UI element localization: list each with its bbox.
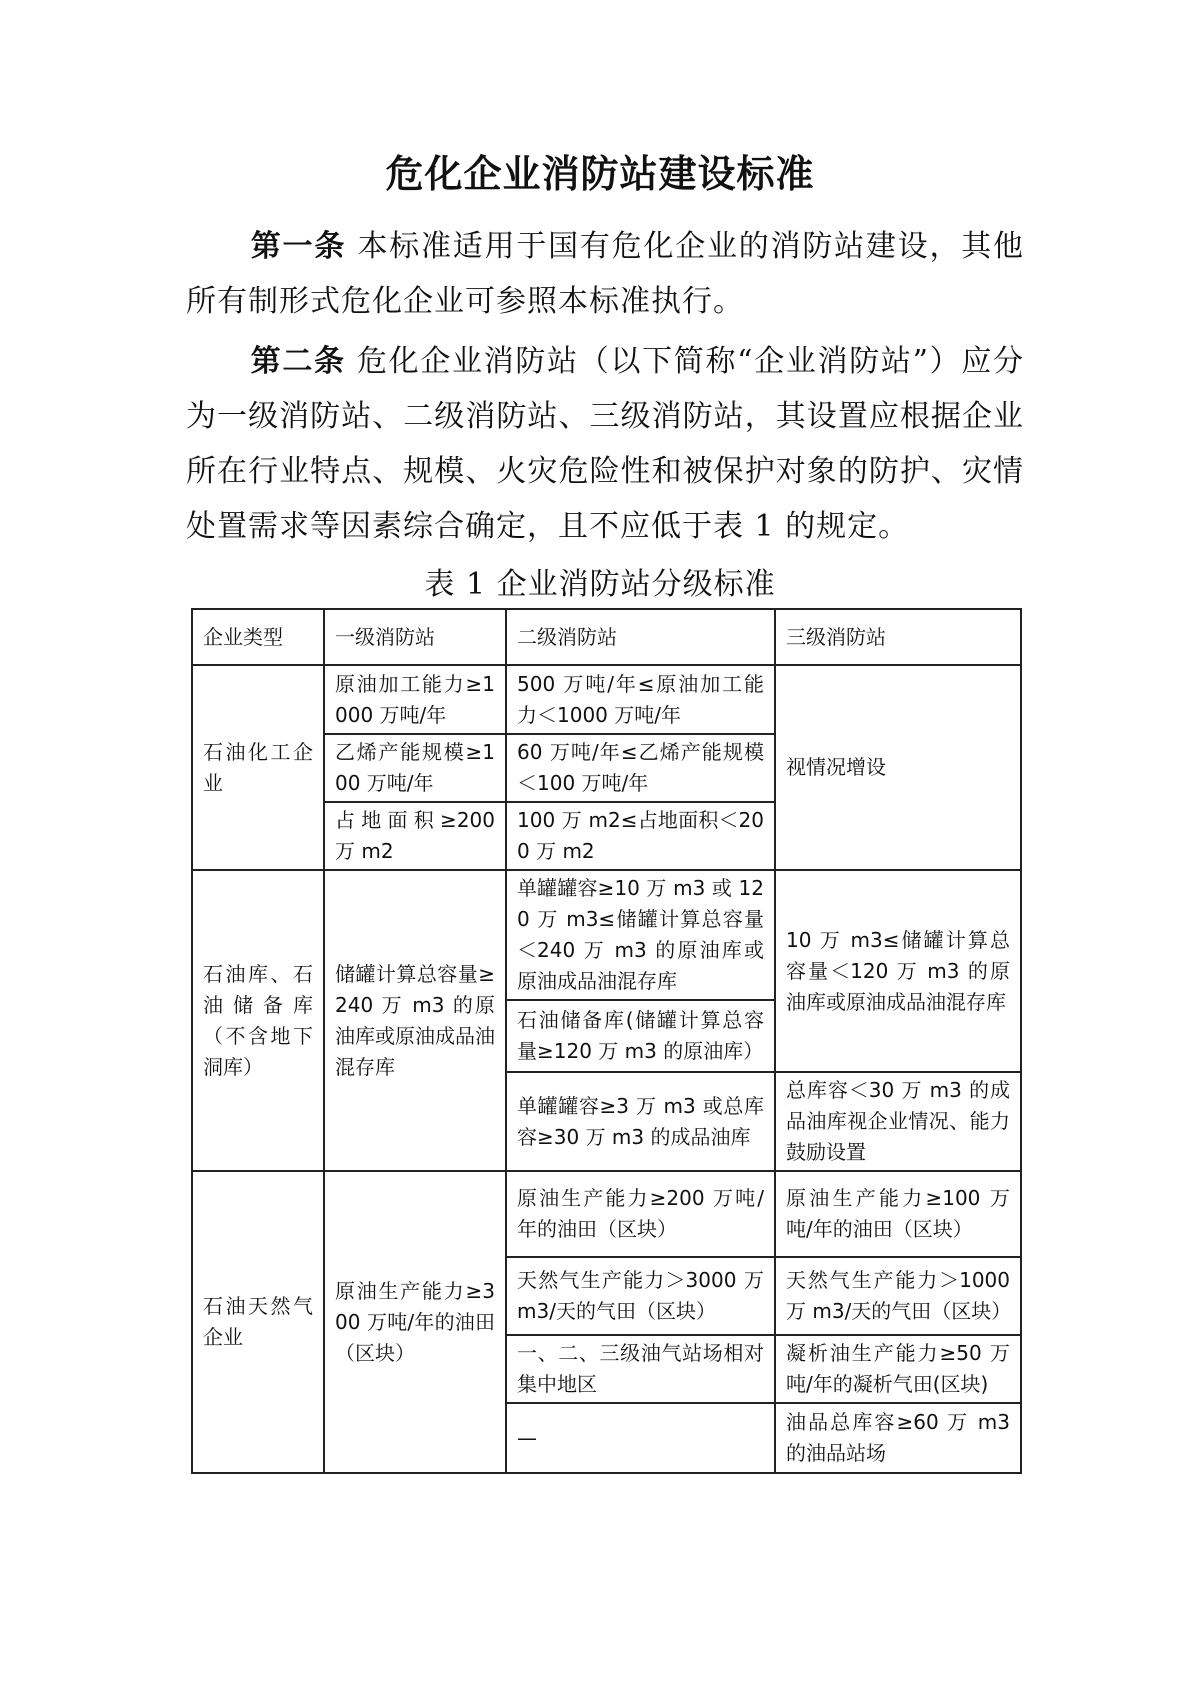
petrochem-l1-cell: 原油加工能力≥1000 万吨/年 bbox=[324, 665, 506, 734]
petrochem-l3-cell: 视情况增设 bbox=[775, 665, 1021, 870]
article-1 bbox=[186, 219, 1024, 329]
oilgas-l2-cell: 原油生产能力≥200 万吨/年的油田（区块） bbox=[506, 1171, 775, 1257]
article-2-label: 第二条 bbox=[250, 344, 346, 379]
table-row bbox=[192, 870, 1021, 1000]
depot-type-cell: 石油库、石油储备库（不含地下洞库） bbox=[192, 870, 324, 1171]
article-2-text: 危化企业消防站（以下简称“企业消防站”）应分为一级消防站、二级消防站、三级消防站，其设置应根据企业所在行业特点、规模、火灾危险性和被保护对象的防护、灾情处置需求等因素综合确定，且不应低于表 1 的规定。 bbox=[186, 344, 1025, 544]
oilgas-l1-cell: 原油生产能力≥300 万吨/年的油田（区块） bbox=[324, 1171, 506, 1473]
depot-l3-cell: 10 万 m3≤储罐计算总容量＜120 万 m3 的原油库或原油成品油混存库 bbox=[775, 870, 1021, 1072]
table-caption: 表 1 企业消防站分级标准 bbox=[424, 567, 776, 602]
oilgas-l2-cell: — bbox=[506, 1403, 775, 1473]
fire-station-grade-table bbox=[191, 608, 1022, 1474]
oilgas-l2-cell: 天然气生产能力＞3000 万 m3/天的气田（区块） bbox=[506, 1257, 775, 1335]
header-enterprise-type: 企业类型 bbox=[192, 609, 324, 665]
document-title: 危化企业消防站建设标准 bbox=[385, 152, 815, 196]
header-level-1: 一级消防站 bbox=[324, 609, 506, 665]
petrochem-l1-cell: 占地面积≥200 万 m2 bbox=[324, 802, 506, 870]
oilgas-l3-cell: 天然气生产能力＞1000 万 m3/天的气田（区块） bbox=[775, 1257, 1021, 1335]
petrochem-l1-cell: 乙烯产能规模≥100 万吨/年 bbox=[324, 734, 506, 802]
article-1-text: 本标准适用于国有危化企业的消防站建设，其他所有制形式危化企业可参照本标准执行。 bbox=[186, 229, 1025, 319]
depot-l2-cell: 石油储备库(储罐计算总容量≥120 万 m3 的原油库） bbox=[506, 1000, 775, 1072]
depot-l2-cell: 单罐罐容≥10 万 m3 或 120 万 m3≤储罐计算总容量＜240 万 m3 的原油库或原油成品油混存库 bbox=[506, 870, 775, 1000]
petrochem-l2-cell: 500 万吨/年≤原油加工能力＜1000 万吨/年 bbox=[506, 665, 775, 734]
header-level-2: 二级消防站 bbox=[506, 609, 775, 665]
oilgas-type-cell: 石油天然气企业 bbox=[192, 1171, 324, 1473]
depot-l2-cell: 单罐罐容≥3 万 m3 或总库容≥30 万 m3 的成品油库 bbox=[506, 1072, 775, 1171]
depot-l1-cell: 储罐计算总容量≥240 万 m3 的原油库或原油成品油混存库 bbox=[324, 870, 506, 1171]
oilgas-l3-cell: 原油生产能力≥100 万吨/年的油田（区块） bbox=[775, 1171, 1021, 1257]
table-row bbox=[192, 665, 1021, 734]
oilgas-l3-cell: 油品总库容≥60 万 m3 的油品站场 bbox=[775, 1403, 1021, 1473]
article-2 bbox=[186, 334, 1024, 554]
oilgas-l3-cell: 凝析油生产能力≥50 万吨/年的凝析气田(区块) bbox=[775, 1335, 1021, 1403]
header-level-3: 三级消防站 bbox=[775, 609, 1021, 665]
oilgas-l2-cell: 一、二、三级油气站场相对集中地区 bbox=[506, 1335, 775, 1403]
petrochem-l2-cell: 100 万 m2≤占地面积＜200 万 m2 bbox=[506, 802, 775, 870]
article-1-label: 第一条 bbox=[250, 229, 347, 264]
depot-l3-cell: 总库容＜30 万 m3 的成品油库视企业情况、能力鼓励设置 bbox=[775, 1072, 1021, 1171]
table-row bbox=[192, 1171, 1021, 1257]
petrochem-l2-cell: 60 万吨/年≤乙烯产能规模＜100 万吨/年 bbox=[506, 734, 775, 802]
table-header-row bbox=[192, 609, 1021, 665]
petrochem-type-cell: 石油化工企业 bbox=[192, 665, 324, 870]
